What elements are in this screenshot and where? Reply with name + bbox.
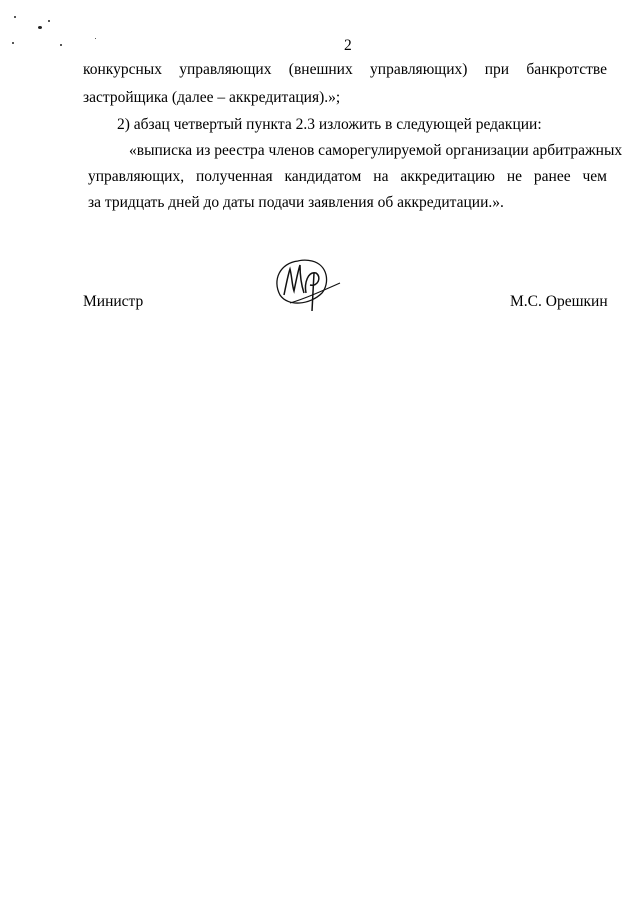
page-number: 2 bbox=[344, 37, 352, 54]
body-line: застройщика (далее – аккредитация).»; bbox=[83, 89, 341, 106]
body-line: за тридцать дней до даты подачи заявления об аккредитации.». bbox=[88, 194, 504, 211]
scan-speck bbox=[48, 20, 50, 22]
scan-speck bbox=[14, 16, 16, 18]
signer-name: М.С. Орешкин bbox=[510, 293, 608, 310]
scan-speck bbox=[38, 26, 42, 29]
scan-speck bbox=[95, 38, 96, 39]
scan-speck bbox=[60, 44, 62, 46]
body-line: 2) абзац четвертый пункта 2.3 изложить в следующей редакции: bbox=[117, 116, 542, 133]
body-line: управляющих, полученная кандидатом на аккредитацию не ранее чем bbox=[88, 168, 607, 185]
handwritten-signature bbox=[270, 255, 350, 315]
scan-speck bbox=[12, 42, 14, 44]
body-line: «выписка из реестра членов саморегулируемой организации арбитражных bbox=[129, 142, 623, 159]
body-line: конкурсных управляющих (внешних управляющих) при банкротстве bbox=[83, 61, 607, 78]
position-title: Министр bbox=[83, 293, 144, 310]
